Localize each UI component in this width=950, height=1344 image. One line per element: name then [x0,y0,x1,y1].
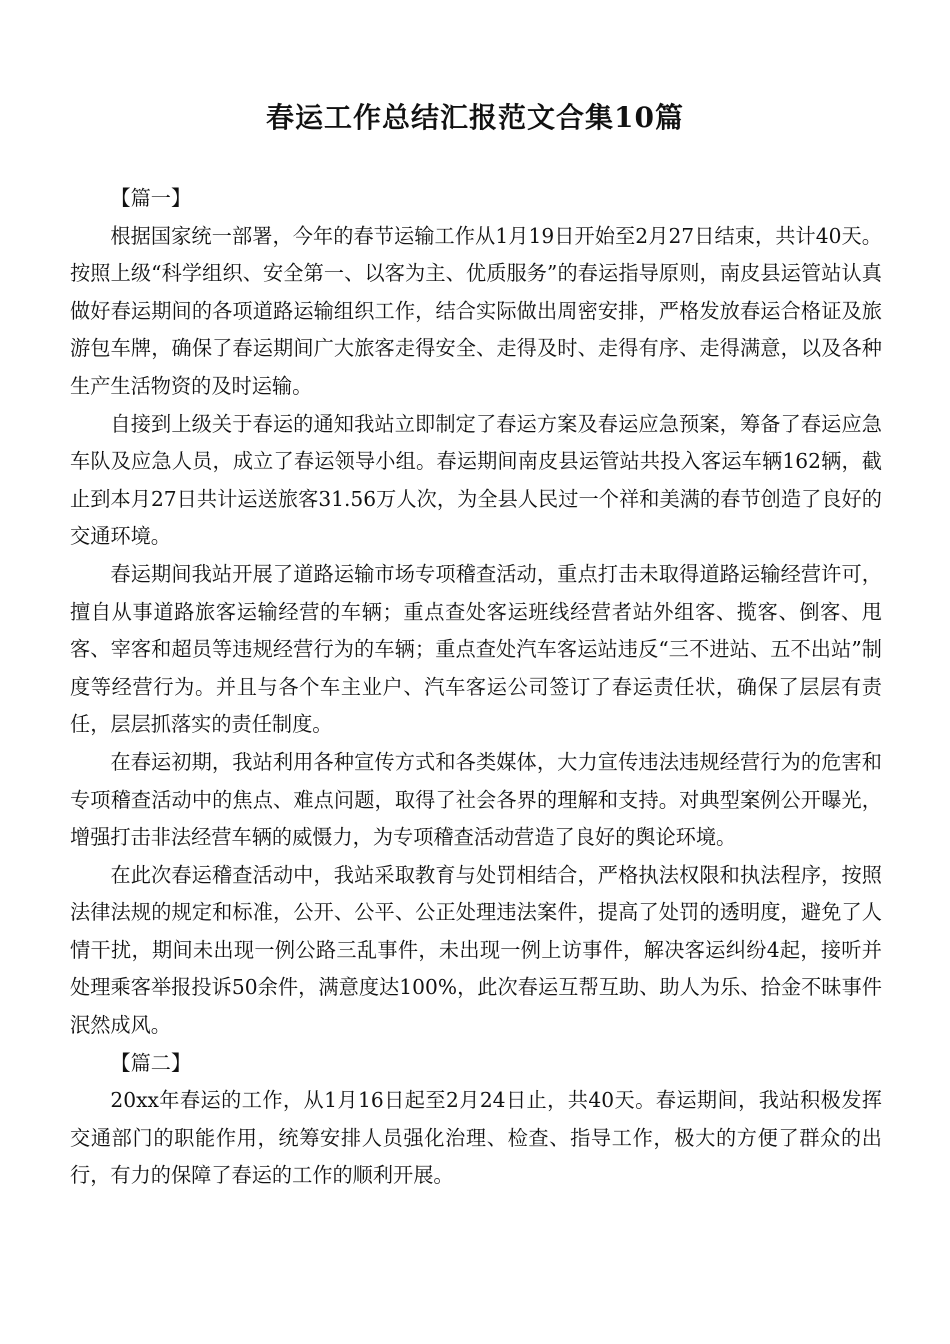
document-title: 春运工作总结汇报范文合集10篇 [266,101,684,134]
document-body [70,180,882,1195]
paragraph: 在此次春运稽查活动中，我站采取教育与处罚相结合，严格执法权限和执法程序，按照法律法规的规定和标准，公开、公平、公正处理违法案件，提高了处罚的透明度，避免了人情干扰，期间未出现一例公路三乱事件，未出现一例上访事件，解决客运纠纷4起，接听并处理乘客举报投诉50余件，满意度达100%，此次春运互帮互助、助人为乐、拾金不昧事件泯然成风。 [70,862,882,1038]
section-heading: 【篇一】 [110,186,192,210]
paragraph: 春运期间我站开展了道路运输市场专项稽查活动，重点打击未取得道路运输经营许可，擅自从事道路旅客运输经营的车辆；重点查处客运班线经营者站外组客、揽客、倒客、甩客、宰客和超员等违规经营行为的车辆；重点查处汽车客运站违反“三不进站、五不出站”制度等经营行为。并且与各个车主业户、汽车客运公司签订了春运责任状，确保了层层有责任，层层抓落实的责任制度。 [70,561,882,737]
paragraph: 根据国家统一部署，今年的春节运输工作从1月19日开始至2月27日结束，共计40天。按照上级“科学组织、安全第一、以客为主、优质服务”的春运指导原则，南皮县运管站认真做好春运期间的各项道路运输组织工作，结合实际做出周密安排，严格发放春运合格证及旅游包车牌，确保了春运期间广大旅客走得安全、走得及时、走得有序、走得满意，以及各种生产生活物资的及时运输。 [70,223,882,398]
paragraph: 20xx年春运的工作，从1月16日起至2月24日止，共40天。春运期间，我站积极发挥交通部门的职能作用，统筹安排人员强化治理、检查、指导工作，极大的方便了群众的出行，有力的保障了春运的工作的顺利开展。 [70,1088,882,1188]
paragraph: 自接到上级关于春运的通知我站立即制定了春运方案及春运应急预案，筹备了春运应急车队及应急人员，成立了春运领导小组。春运期间南皮县运管站共投入客运车辆162辆，截止到本月27日共计运送旅客31.56万人次，为全县人民过一个祥和美满的春节创造了良好的交通环境。 [70,411,882,549]
section-heading: 【篇二】 [110,1050,192,1075]
paragraph: 在春运初期，我站利用各种宣传方式和各类媒体，大力宣传违法违规经营行为的危害和专项稽查活动中的焦点、难点问题，取得了社会各界的理解和支持。对典型案例公开曝光，增强打击非法经营车辆的威慑力，为专项稽查活动营造了良好的舆论环境。 [70,749,882,850]
